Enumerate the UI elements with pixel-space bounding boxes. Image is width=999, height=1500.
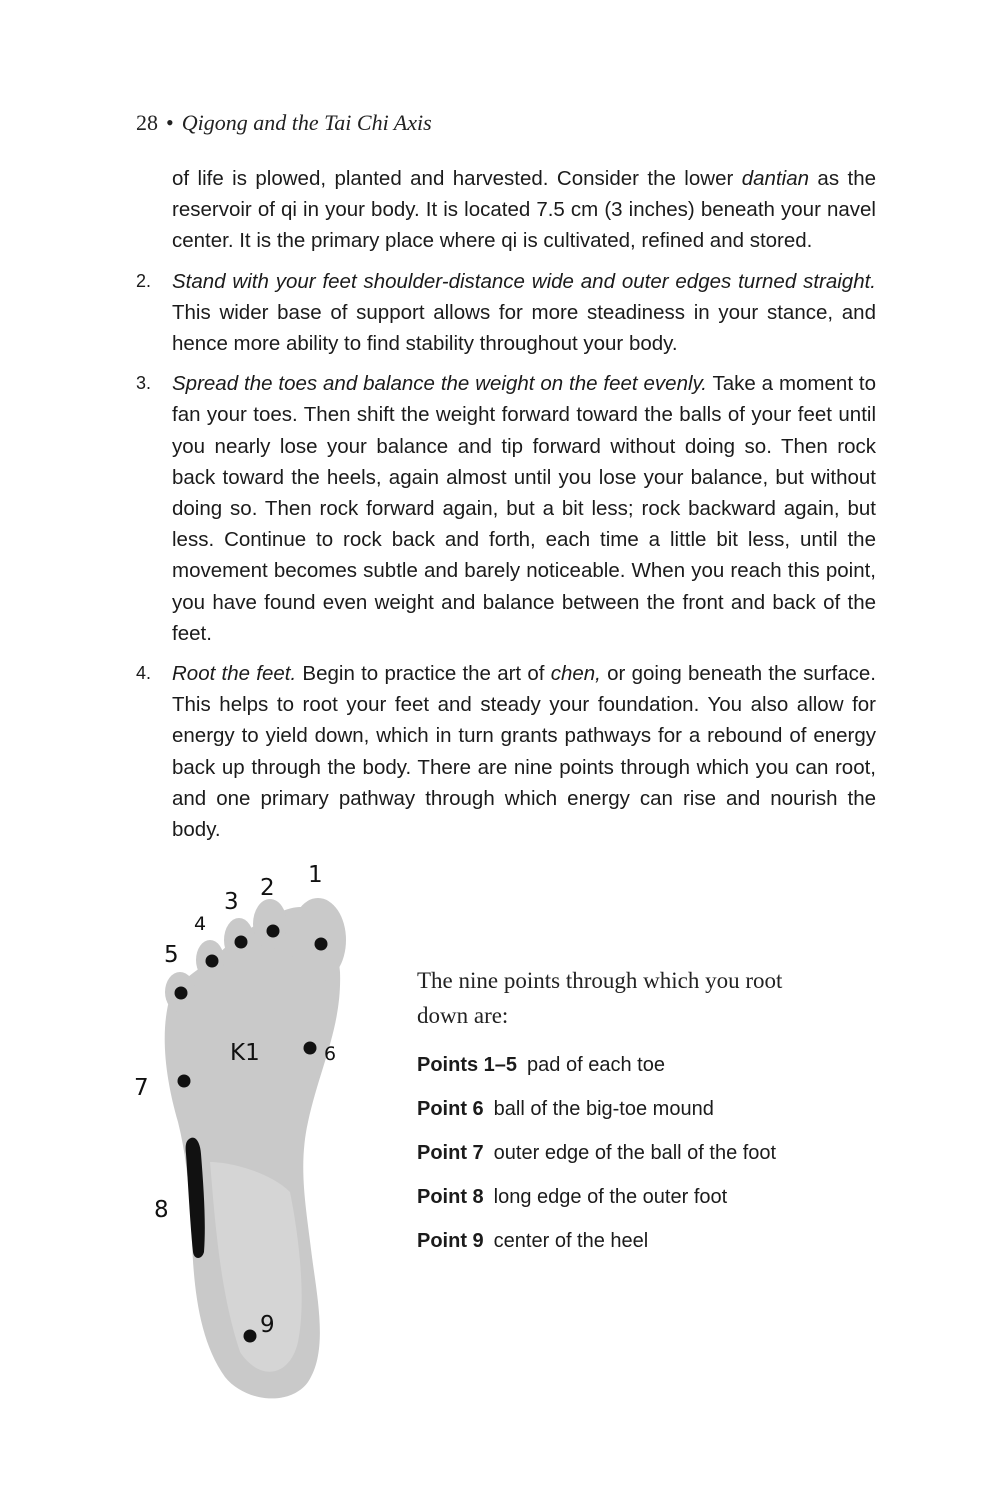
list-item-4 — [136, 658, 876, 845]
foot-diagram — [130, 862, 370, 1422]
item-number: 4. — [136, 663, 152, 684]
label-2: 2 — [260, 875, 275, 901]
points-legend — [417, 963, 877, 1263]
label-7: 7 — [134, 1075, 149, 1101]
body-text — [136, 163, 876, 854]
item-text: Take a moment to fan your toes. Then shift the weight forward toward the balls of your feet until you nearly lose your balance and tip forward without doing so. Then rock back toward the heels, again almost until you lose your balance, but without doing so. Then rock forward again, but a bit less; rock backward again, but less. Continue to rock back and forth, each time a little bit less, until the movement becomes subtle and barely noticeable. When you reach this point, you have found even weight and balance between the front and back of the feet. — [172, 372, 876, 645]
point-6-dot — [304, 1042, 317, 1055]
label-9: 9 — [260, 1312, 275, 1338]
toe-2 — [253, 899, 287, 949]
label-4: 4 — [194, 913, 207, 935]
emphasis-term: chen, — [550, 662, 601, 686]
label-1: 1 — [308, 862, 323, 888]
label-k1: K1 — [230, 1040, 260, 1066]
legend-label: Point 8 — [417, 1186, 484, 1208]
point-9-dot — [244, 1330, 257, 1343]
legend-label: Point 6 — [417, 1098, 484, 1120]
label-3: 3 — [224, 889, 239, 915]
point-4-dot — [206, 955, 219, 968]
item-text: Begin to practice the art of — [296, 662, 551, 686]
paragraph-text: of life is plowed, planted and harvested. Consider the lower — [172, 167, 742, 190]
point-7-dot — [178, 1075, 191, 1088]
item-lead: Root the feet. — [172, 662, 297, 686]
legend-desc: outer edge of the ball of the foot — [493, 1142, 777, 1164]
list-item-2 — [136, 266, 876, 360]
list-item-3 — [136, 368, 876, 649]
item-text: This wider base of support allows for more steadiness in your stance, and hence more ability to find stability throughout your body. — [172, 300, 876, 356]
label-5: 5 — [164, 942, 179, 968]
point-1-dot — [315, 938, 328, 951]
item-lead: Spread the toes and balance the weight on the feet evenly. — [172, 372, 707, 396]
point-3-dot — [235, 936, 248, 949]
item-text: or going beneath the surface. This helps to root your feet and steady your foundation. You also allow for energy to yield down, which in turn grants pathways for a rebound of energy back up through the body. There are nine points through which you can root, and one primary pathway through which energy can rise and nourish the body. — [172, 662, 876, 842]
legend-row — [417, 1219, 877, 1263]
legend-desc: ball of the big-toe mound — [493, 1098, 714, 1120]
legend-row — [417, 1175, 877, 1219]
label-8: 8 — [154, 1197, 169, 1223]
legend-intro: The nine points through which you root down are: — [417, 968, 783, 1028]
continued-paragraph — [172, 163, 876, 257]
legend-desc: pad of each toe — [527, 1054, 665, 1076]
legend-desc: long edge of the outer foot — [493, 1186, 728, 1208]
legend-label: Points 1–5 — [417, 1054, 518, 1076]
book-title: Qigong and the Tai Chi Axis — [181, 110, 432, 135]
legend-label: Point 7 — [417, 1142, 484, 1164]
header-bullet: • — [166, 110, 174, 135]
legend-row — [417, 1131, 877, 1175]
item-lead: Stand with your feet shoulder-distance wide and outer edges turned straight. — [172, 269, 876, 293]
page-number: 28 — [136, 110, 158, 135]
point-5-dot — [175, 987, 188, 1000]
running-head — [136, 110, 432, 136]
legend-desc: center of the heel — [493, 1230, 649, 1252]
item-number: 3. — [136, 373, 152, 394]
label-6: 6 — [324, 1043, 337, 1065]
paragraph-text: as the reservoir of qi in your body. It is located 7.5 cm (3 inches) beneath your navel center. It is the primary place where qi is cultivated, refined and stored. — [172, 167, 876, 253]
legend-row — [417, 1087, 877, 1131]
emphasis-term: dantian — [741, 167, 809, 190]
point-2-dot — [267, 925, 280, 938]
item-number: 2. — [136, 270, 152, 291]
legend-label: Point 9 — [417, 1230, 484, 1252]
legend-row — [417, 1043, 877, 1087]
